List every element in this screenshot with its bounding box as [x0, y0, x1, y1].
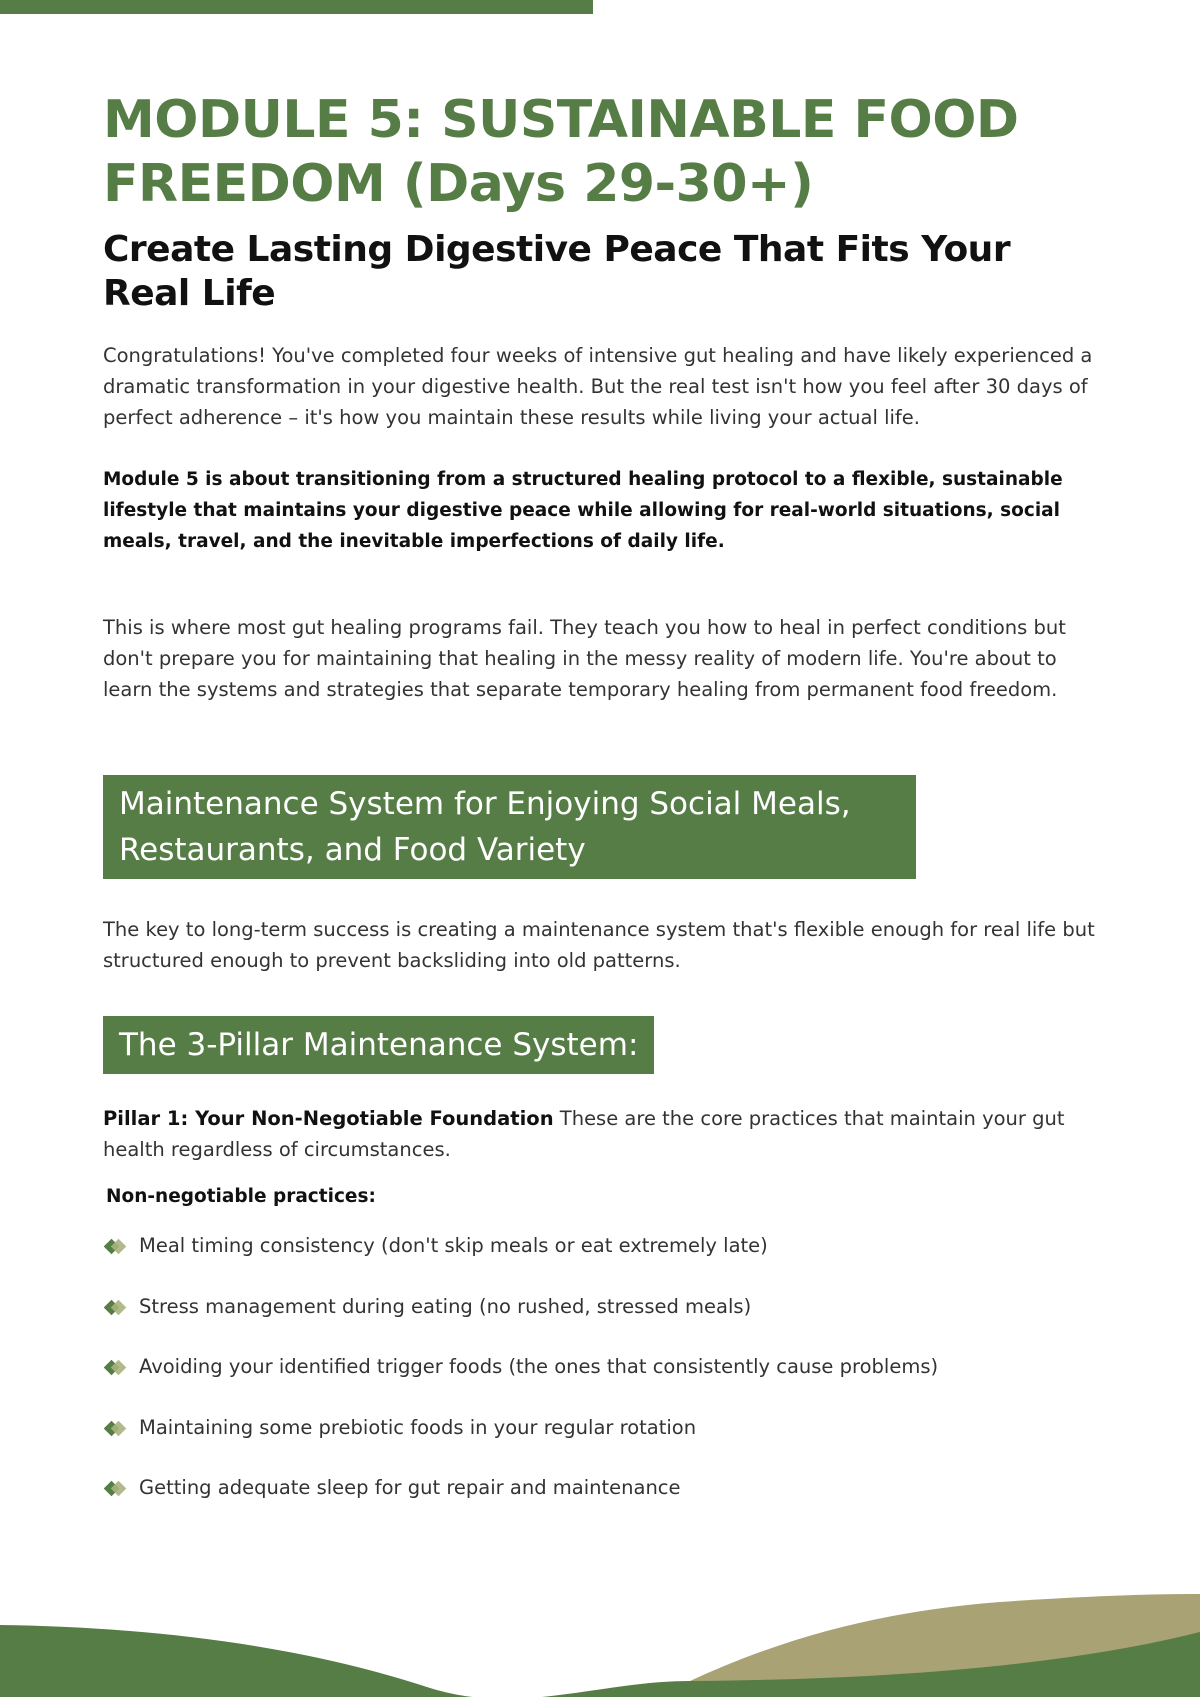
- list-item: Meal timing consistency (don't skip meals or eat extremely late): [103, 1231, 938, 1292]
- section1-paragraph: The key to long-term success is creating a maintenance system that's flexible enough for real life but structured enough to prevent backsliding into old patterns.: [103, 918, 1095, 972]
- diamond-bullet-icon: [103, 1352, 139, 1382]
- intro-paragraph: Congratulations! You've completed four weeks of intensive gut healing and have likely experienced a dramatic transformation in your digestive health. But the real test isn't how you feel after 30 days of perfect adherence – it's how you maintain these results while living your actual life.: [103, 344, 1093, 429]
- diamond-bullet-icon: [103, 1292, 139, 1322]
- pillar1-text: These are the core practices that maintain your gut health regardless of circumstances.: [103, 1107, 1065, 1161]
- diamond-bullet-icon: [103, 1231, 139, 1261]
- pillar1-paragraph: [103, 1103, 1103, 1165]
- pillar1-title: Pillar 1: Your Non-Negotiable Foundation: [103, 1107, 554, 1130]
- footer-wave-decoration: [0, 1590, 1200, 1697]
- top-accent-bar: [0, 0, 593, 14]
- list-item: Maintaining some prebiotic foods in your regular rotation: [103, 1413, 938, 1474]
- practices-label: Non-negotiable practices:: [106, 1186, 376, 1207]
- practices-list: [103, 1231, 938, 1534]
- section-heading-maintenance: Maintenance System for Enjoying Social Meals, Restaurants, and Food Variety: [103, 775, 916, 879]
- page-title: MODULE 5: SUSTAINABLE FOOD FREEDOM (Days 29-30+): [103, 90, 1019, 214]
- page-subtitle: Create Lasting Digestive Peace That Fits Your Real Life: [103, 229, 1011, 314]
- third-paragraph: This is where most gut healing programs fail. They teach you how to heal in perfect conditions but don't prepare you for maintaining that healing in the messy reality of modern life. You're about to learn the systems and strategies that separate temporary healing from permanent food freedom.: [103, 616, 1066, 701]
- list-item: Getting adequate sleep for gut repair and maintenance: [103, 1473, 938, 1534]
- list-item: Avoiding your identified trigger foods (the ones that consistently cause problems): [103, 1352, 938, 1413]
- diamond-bullet-icon: [103, 1473, 139, 1503]
- section-heading-pillars: The 3-Pillar Maintenance System:: [103, 1016, 654, 1074]
- bold-intro-paragraph: Module 5 is about transitioning from a structured healing protocol to a flexible, sustainable lifestyle that maintains your digestive peace while allowing for real-world situations, social meals, travel, and the inevitable imperfections of daily life.: [103, 469, 1063, 552]
- diamond-bullet-icon: [103, 1413, 139, 1443]
- list-item: Stress management during eating (no rushed, stressed meals): [103, 1292, 938, 1353]
